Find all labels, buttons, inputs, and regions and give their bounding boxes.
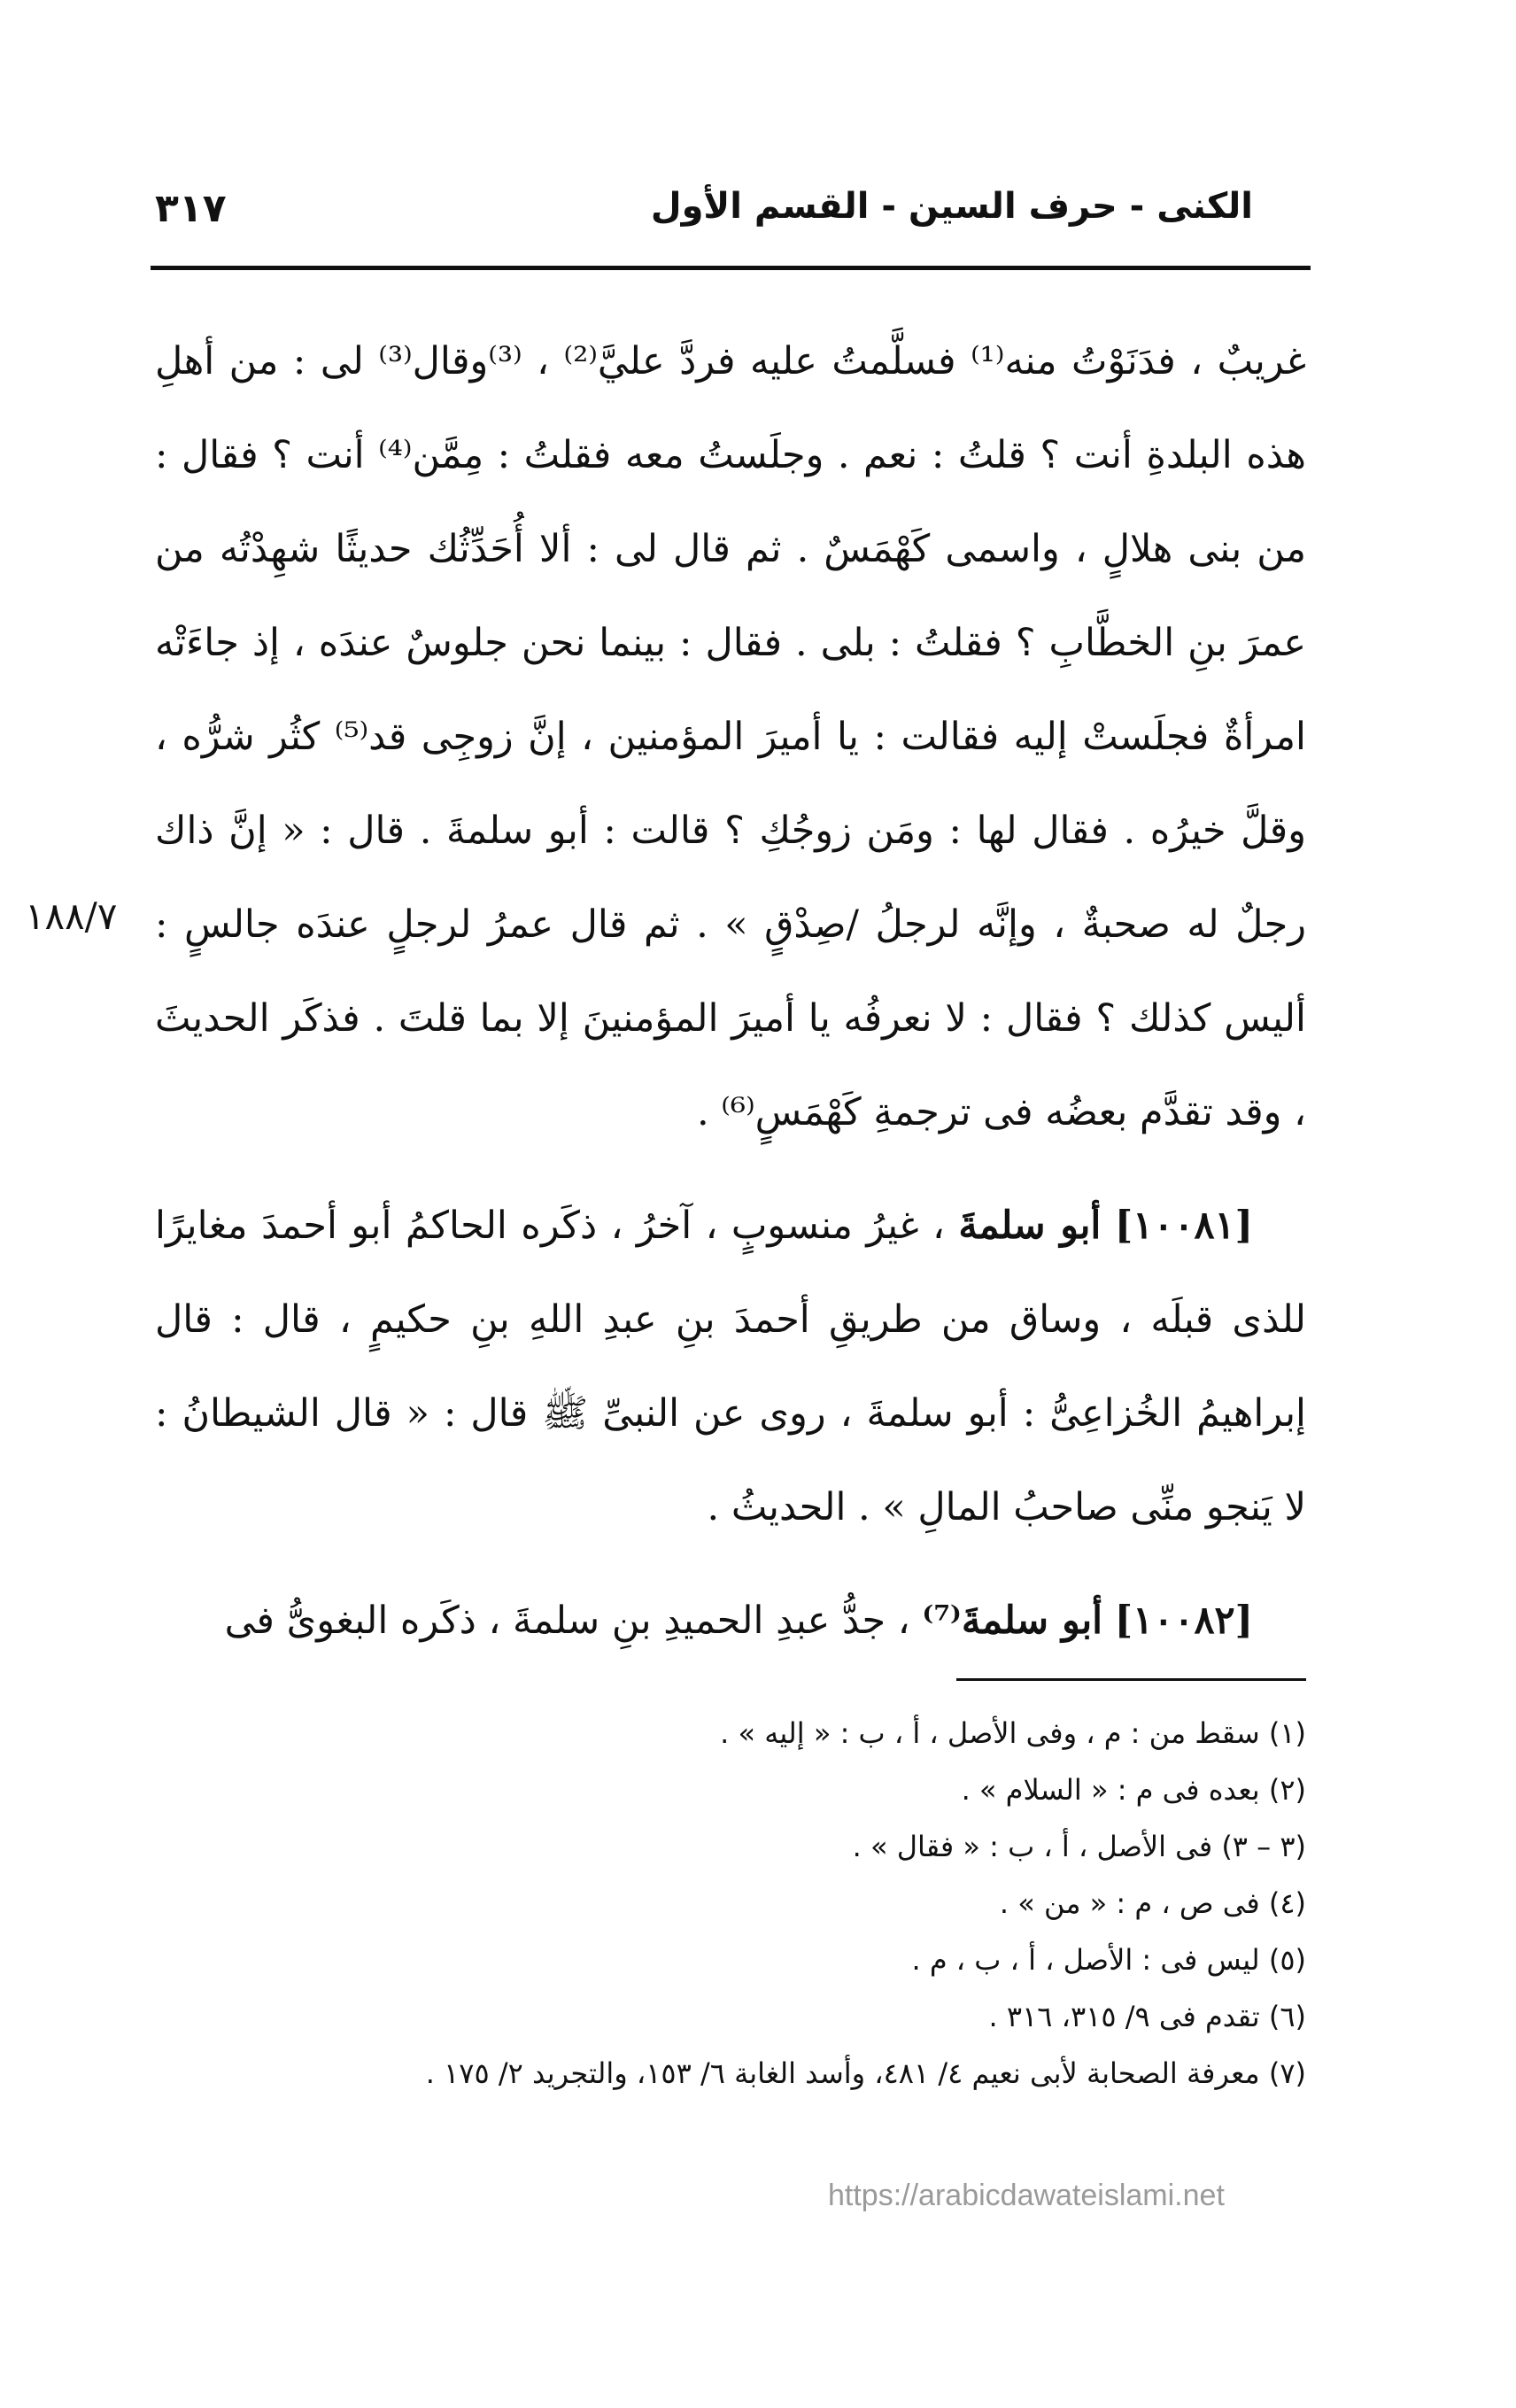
footnote-divider <box>956 1678 1306 1681</box>
main-text <box>155 314 1306 1668</box>
page-number: ٣١٧ <box>155 186 227 231</box>
running-title: الكنى - حرف السين - القسم الأول <box>650 186 1253 227</box>
margin-volume-page-reference: ١٨٨/٧ <box>25 894 118 938</box>
footnote-4: (٤) فى ص ، م : « من » . <box>999 1886 1306 1920</box>
page-header <box>146 186 1306 239</box>
entry-name: أبو سلمةَ⁽⁷⁾ <box>922 1599 1103 1643</box>
header-divider <box>151 266 1311 270</box>
entry-number: [١٠٠٨١] <box>1114 1204 1254 1248</box>
paragraph-continuation: غريبٌ ، فدَنَوْتُ منه⁽¹⁾ فسلَّمتُ عليه فردَّ عليَّ⁽²⁾ ، ⁽³⁾وقال⁽³⁾ لى : من أهلِ هذه البلدةِ أنت ؟ قلتُ : نعم . وجلَستُ معه فقلتُ : مِمَّن⁽⁴⁾ أنت ؟ فقال : من بنى هلالٍ ، واسمى كَهْمَسٌ . ثم قال لى : ألا أُحَدِّثُك حديثًا شهِدْتُه من عمرَ بنِ الخطَّابِ ؟ فقلتُ : بلى . فقال : بينما نحن جلوسٌ عندَه ، إذ جاءَتْه امرأةٌ فجلَستْ إليه فقالت : يا أميرَ المؤمنين ، إنَّ زوجِى قد⁽⁵⁾ كثُر شرُّه ، وقلَّ خيرُه . فقال لها : ومَن زوجُكِ ؟ قالت : أبو سلمةَ . قال : « إنَّ ذاك رجلٌ له صحبةٌ ، وإنَّه لرجلُ /صِدْقٍ » . ثم قال عمرُ لرجلٍ عندَه جالسٍ : أليس كذلك ؟ فقال : لا نعرفُه يا أميرَ المؤمنينَ إلا بما قلتَ . فذكَر الحديثَ ، وقد تقدَّم بعضُه فى ترجمةِ كَهْمَسٍ⁽⁶⁾ . <box>155 339 1307 1134</box>
footnote-5: (٥) ليس فى : الأصل ، أ ، ب ، م . <box>911 1943 1306 1977</box>
watermark-url: https://arabicdawateislami.net <box>828 2179 1225 2212</box>
entry-name: أبو سلمةَ <box>958 1204 1102 1248</box>
footnote-1: (١) سقط من : م ، وفى الأصل ، أ ، ب : « إليه » . <box>720 1716 1306 1750</box>
footnote-2: (٢) بعده فى م : « السلام » . <box>961 1773 1306 1807</box>
entry-number: [١٠٠٨٢] <box>1114 1599 1253 1643</box>
footnotes <box>266 1705 1306 2102</box>
footnote-7: (٧) معرفة الصحابة لأبى نعيم ٤/ ٤٨١، وأسد الغابة ٦/ ١٥٣، والتجريد ٢/ ١٧٥ . <box>425 2056 1306 2090</box>
entry-10081 <box>155 1179 1306 1554</box>
entry-10082 <box>155 1574 1306 1668</box>
entry-text: ، غيرُ منسوبٍ ، آخرُ ، ذكَره الحاكمُ أبو أحمدَ مغايرًا للذى قبلَه ، وساق من طريقِ أحمدَ بنِ عبدِ اللهِ بنِ حكيمٍ ، قال : قال إبراهيمُ الخُزاعِىُّ : أبو سلمةَ ، روى عن النبىِّ ﷺ قال : « قال الشيطانُ : لا يَنجو منِّى صاحبُ المالِ » . الحديثُ . <box>155 1204 1306 1529</box>
footnote-3: (٣ – ٣) فى الأصل ، أ ، ب : « فقال » . <box>852 1830 1306 1863</box>
footnote-6: (٦) تقدم فى ٩/ ٣١٥، ٣١٦ . <box>988 2000 1306 2033</box>
entry-text: ، جدُّ عبدِ الحميدِ بنِ سلمةَ ، ذكَره البغوىُّ فى <box>224 1599 910 1643</box>
